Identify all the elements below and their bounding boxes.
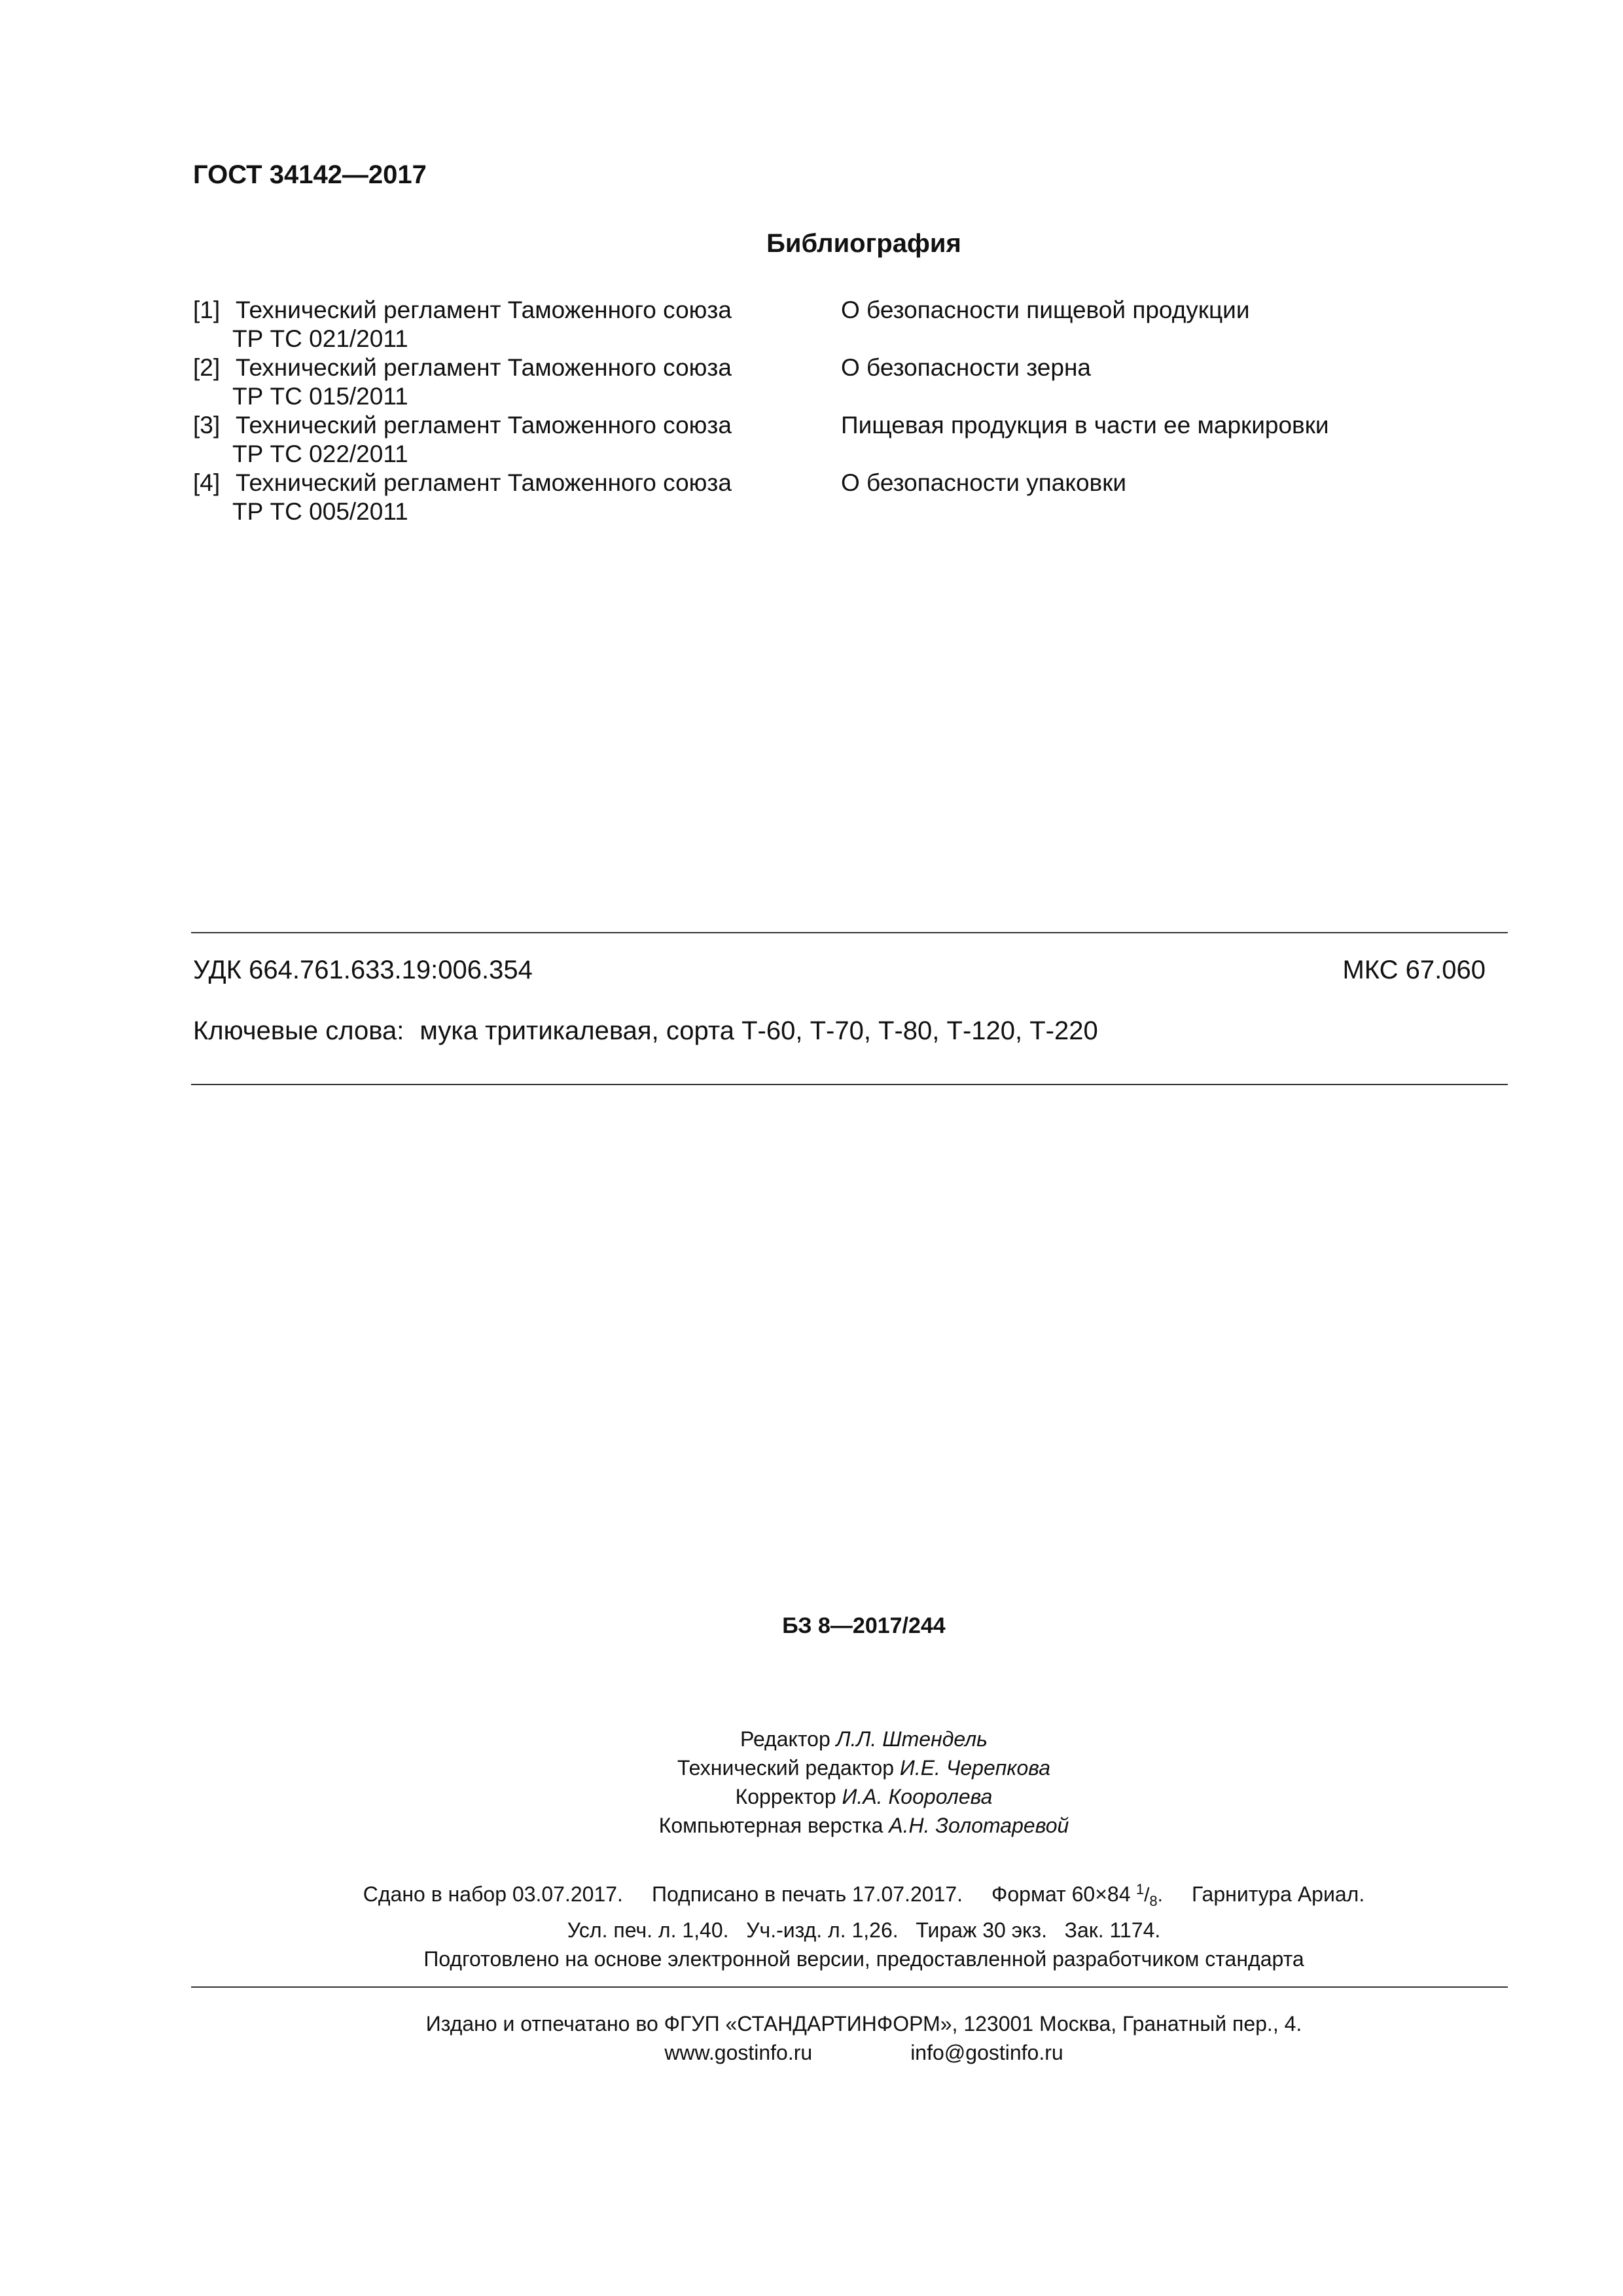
typeset-date: Сдано в набор 03.07.2017. [363,1882,623,1906]
signed-date: Подписано в печать 17.07.2017. [651,1882,963,1906]
staff-name: А.Н. Золотаревой [889,1814,1069,1837]
staff-line [0,1725,1623,1753]
divider-colophon [191,1986,1508,1988]
print-line-2 [0,1916,1623,1945]
fraction-denominator: 8 [1149,1893,1158,1909]
staff-name: Л.Л. Штендель [836,1727,988,1751]
entry-number: [1] [193,296,221,323]
publisher-sheets: Уч.-изд. л. 1,26. [746,1918,899,1942]
staff-line [0,1753,1623,1782]
entry-code: ТР ТС 015/2011 [232,383,408,410]
format-fraction: $^1/_8$. [1135,1881,1164,1909]
entry-number: [4] [193,469,221,496]
staff-role: Редактор [740,1727,830,1751]
udk-code: УДК 664.761.633.19:006.354 [193,956,533,984]
order-number: Зак. 1174. [1064,1918,1161,1942]
staff-name: И.Е. Черепкова [899,1756,1051,1780]
website-link[interactable]: www.gostinfo.ru [664,2041,813,2064]
entry-title: Технический регламент Таможенного союза [236,469,732,496]
publisher-info [0,2009,1623,2067]
print-sheets: Усл. печ. л. 1,40. [567,1918,729,1942]
staff-role: Компьютерная верстка [658,1814,883,1837]
fraction-numerator: 1 [1135,1881,1145,1897]
mks-code: МКС 67.060 [1342,956,1486,984]
typeface: Гарнитура Ариал. [1192,1882,1365,1906]
prepared-note: Подготовлено на основе электронной версии, предоставленной разработчиком стандарта [423,1947,1304,1971]
entry-subject: Пищевая продукция в части ее маркировки [841,412,1329,439]
print-run: Тираж 30 экз. [916,1918,1047,1942]
staff-role: Корректор [735,1785,836,1808]
staff-role: Технический редактор [677,1756,895,1780]
divider-top [191,932,1508,933]
editorial-staff [0,1725,1623,1840]
entry-subject: О безопасности упаковки [841,469,1127,496]
document-id: ГОСТ 34142—2017 [193,160,427,189]
staff-line [0,1782,1623,1811]
paper-format: Формат 60×84 [991,1882,1131,1906]
bibliography-list [193,296,1436,526]
bibliography-entry [193,411,1436,469]
entry-title: Технический регламент Таможенного союза [236,412,732,439]
contact-line [0,2038,1623,2067]
keywords [193,1016,1098,1046]
bibliography-entry [193,469,1436,526]
staff-line [0,1811,1623,1840]
entry-code: ТР ТС 005/2011 [232,498,408,525]
divider-bottom [191,1084,1508,1085]
entry-title: Технический регламент Таможенного союза [236,296,732,323]
keywords-label: Ключевые слова: [193,1016,404,1045]
keywords-value: мука тритикалевая, сорта Т-60, Т-70, Т-80, Т-120, Т-220 [419,1016,1098,1045]
bibliography-entry [193,296,1436,353]
bibliography-entry [193,353,1436,411]
entry-subject: О безопасности зерна [841,354,1091,381]
entry-code: ТР ТС 021/2011 [232,325,408,352]
entry-code: ТР ТС 022/2011 [232,440,408,467]
bz-number: БЗ 8—2017/244 [782,1613,946,1638]
publisher-address: Издано и отпечатано во ФГУП «СТАНДАРТИНФОРМ», 123001 Москва, Гранатный пер., 4. [425,2012,1302,2036]
email-link[interactable]: info@gostinfo.ru [910,2041,1063,2064]
staff-name: И.А. Кооролева [842,1785,993,1808]
entry-subject: О безопасности пищевой продукции [841,296,1250,323]
entry-number: [2] [193,354,221,381]
print-details [0,1875,1623,1973]
entry-number: [3] [193,412,221,439]
print-line-1 [0,1875,1623,1916]
entry-title: Технический регламент Таможенного союза [236,354,732,381]
bibliography-title: Библиография [766,229,961,258]
